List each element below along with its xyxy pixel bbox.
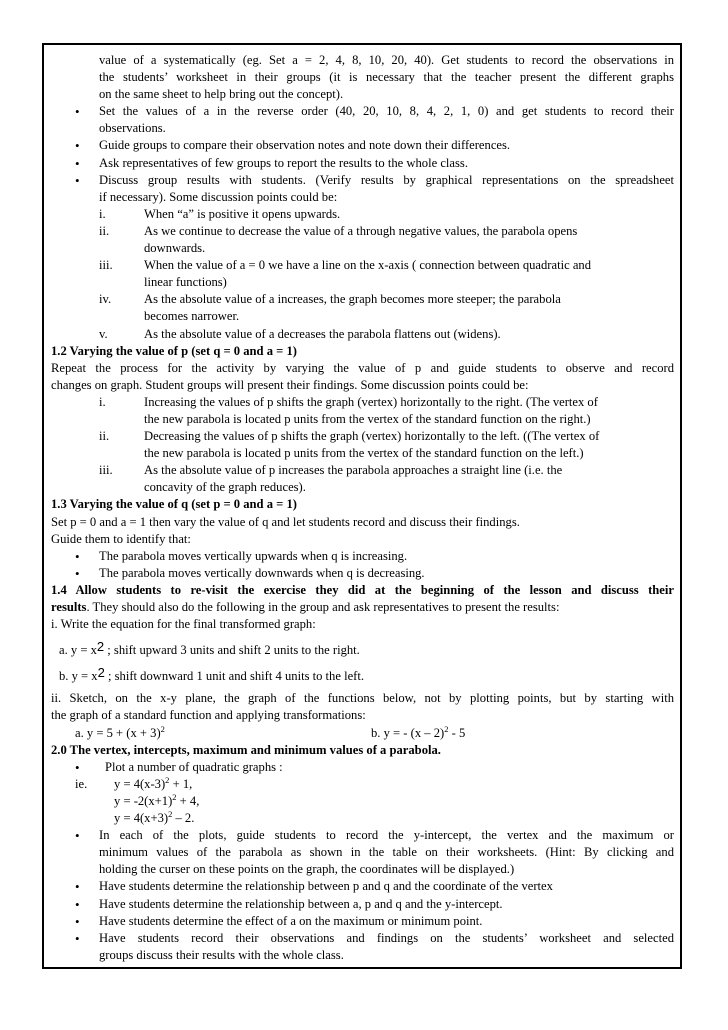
function-text: a. y = 5 + (x + 3) [75,725,161,740]
roman-continuation: downwards. [144,241,206,256]
text-line: if necessary). Some discussion points could be: [99,189,338,204]
roman-numeral: iii. [99,463,113,478]
roman-numeral: ii. [99,223,110,238]
bullet-item: • In each of the plots, guide students to record the y-intercept, the vertex and the maximum or [51,827,674,844]
roman-item [51,257,674,274]
text-line: the graph of a standard function and applying transformations: [51,708,366,723]
document-page [42,43,682,969]
bullet-item: • Have students determine the relationship between a, p and q and the y-intercept. [51,896,674,913]
graph-eq-3 [51,810,674,827]
function-row [51,725,674,742]
roman-text: As we continue to decrease the value of a through negative values, the parabola opens [144,223,578,238]
roman-continuation: becomes narrower. [144,309,240,324]
roman-numeral: iii. [99,258,113,273]
equation-text: y = -2(x+1) [114,793,173,808]
graph-eq-2 [51,793,674,810]
equation-text: y = 4(x+3) [114,811,169,826]
roman-text: When “a” is positive it opens upwards. [144,206,341,221]
roman-text: When the value of a = 0 we have a line on the x-axis ( connection between quadratic and [144,258,592,273]
roman-item [51,326,674,343]
equation-text: – 2. [172,811,195,826]
text-line: Guide them to identify that: [51,531,191,546]
text-line: the students’ worksheet in their groups (it is necessary that the teacher present the different graphs [99,70,674,85]
exponent: 2 [444,723,449,734]
ie-label: ie. [75,776,88,791]
equation-text: y = 4(x-3) [114,776,166,791]
text-line: groups discuss their results with the whole class. [99,947,344,962]
roman-numeral: v. [99,326,108,341]
bullet-item: • The parabola moves vertically downwards when q is decreasing. [51,565,674,582]
bullet-item: • Have students determine the relationship between p and q and the coordinate of the vertex [51,878,674,895]
roman-text: As the absolute value of p increases the parabola approaches a straight line (i.e. the [144,463,563,478]
bullet-item: • Have students record their observations and findings on the students’ worksheet and selected [51,930,674,947]
text-line [51,599,674,616]
equation-text: b. y = x [59,669,98,684]
exponent: 2 [96,639,105,655]
exponent: 2 [97,665,105,681]
roman-text: Increasing the values of p shifts the graph (vertex) horizontally to the right. (The vertex of [144,394,598,409]
bullet-item: • Guide groups to compare their observation notes and note down their differences. [51,137,674,154]
bullet-item: • Plot a number of quadratic graphs : [51,759,674,776]
exponent: 2 [168,808,173,819]
exponent: 2 [172,791,177,802]
roman-item [51,462,674,479]
equation-text: ; shift downward 1 unit and shift 4 units to the left. [104,669,365,684]
text-line: on the same sheet to help bring out the concept). [99,87,344,102]
text-run: . They should also do the following in the group and ask representatives to present the results: [86,600,560,614]
roman-continuation: the new parabola is located p units from the vertex of the standard function on the left.) [144,446,584,461]
section-heading-1-4: 1.4 Allow students to re-visit the exercise they did at the beginning of the lesson and discuss their [51,582,674,597]
equation-b [51,664,674,685]
roman-item [51,291,674,308]
function-text: - 5 [448,725,466,740]
exponent: 2 [160,723,165,734]
exponent: 2 [165,774,170,785]
roman-numeral: ii. [99,429,110,444]
roman-continuation: the new parabola is located p units from the vertex of the standard function on the right.) [144,411,591,426]
graph-eq-1 [51,776,674,793]
roman-numeral: i. [99,394,106,409]
text-line: i. Write the equation for the final transformed graph: [51,617,316,632]
function-text: b. y = - (x – 2) [371,725,445,740]
text-line: Repeat the process for the activity by varying the value of p and guide students to observe and record [51,360,674,375]
equation-a [51,638,674,659]
bullet-item: • The parabola moves vertically upwards when q is increasing. [51,548,674,565]
text-line: holding the curser on these points on the graph, the coordinates will be displayed.) [99,862,515,877]
roman-text: As the absolute value of a increases, the graph becomes more steeper; the parabola [144,292,561,307]
roman-item [51,223,674,240]
equation-text: ; shift upward 3 units and shift 2 units to the right. [104,643,360,658]
roman-item [51,428,674,445]
roman-item [51,206,674,223]
function-a [75,723,165,740]
roman-continuation: linear functions) [144,275,227,290]
section-heading-1-2: 1.2 Varying the value of p (set q = 0 and a = 1) [51,343,297,358]
text-line: Set p = 0 and a = 1 then vary the value of q and let students record and discuss their findings. [51,514,520,529]
bullet-item: • Discuss group results with students. (Verify results by graphical representations on the spreadsheet [51,172,674,189]
text-line: value of a systematically (eg. Set a = 2, 4, 8, 10, 20, 40). Get students to record the observations in [99,53,674,67]
text-line: ii. Sketch, on the x-y plane, the graph of the functions below, not by plotting points, but by starting with [51,691,674,706]
section-heading-1-3: 1.3 Varying the value of q (set p = 0 and a = 1) [51,497,297,512]
bold-word: results [51,600,87,614]
section-heading-2-0: 2.0 The vertex, intercepts, maximum and minimum values of a parabola. [51,742,441,757]
roman-numeral: iv. [99,292,112,307]
roman-continuation: concavity of the graph reduces). [144,480,306,495]
roman-numeral: i. [99,206,106,221]
bullet-item: • Have students determine the effect of a on the maximum or minimum point. [51,913,674,930]
roman-text: Decreasing the values of p shifts the graph (vertex) horizontally to the left. ((The vertex of [144,429,600,444]
equation-text: + 4, [176,793,200,808]
text-line: minimum values of the parabola as shown in the table on their worksheets. (Hint: By clicking and [99,845,674,860]
equation-text: a. y = x [59,643,97,658]
roman-text: As the absolute value of a decreases the parabola flattens out (widens). [144,326,501,341]
bullet-item: • Ask representatives of few groups to report the results to the whole class. [51,155,674,172]
text-line: changes on graph. Student groups will present their findings. Some discussion points could be: [51,377,529,392]
roman-item [51,394,674,411]
text-line: observations. [99,121,166,136]
bullet-item: • Set the values of a in the reverse order (40, 20, 10, 8, 4, 2, 1, 0) and get students to record their [51,103,674,120]
equation-text: + 1, [169,776,193,791]
function-b [371,725,465,742]
